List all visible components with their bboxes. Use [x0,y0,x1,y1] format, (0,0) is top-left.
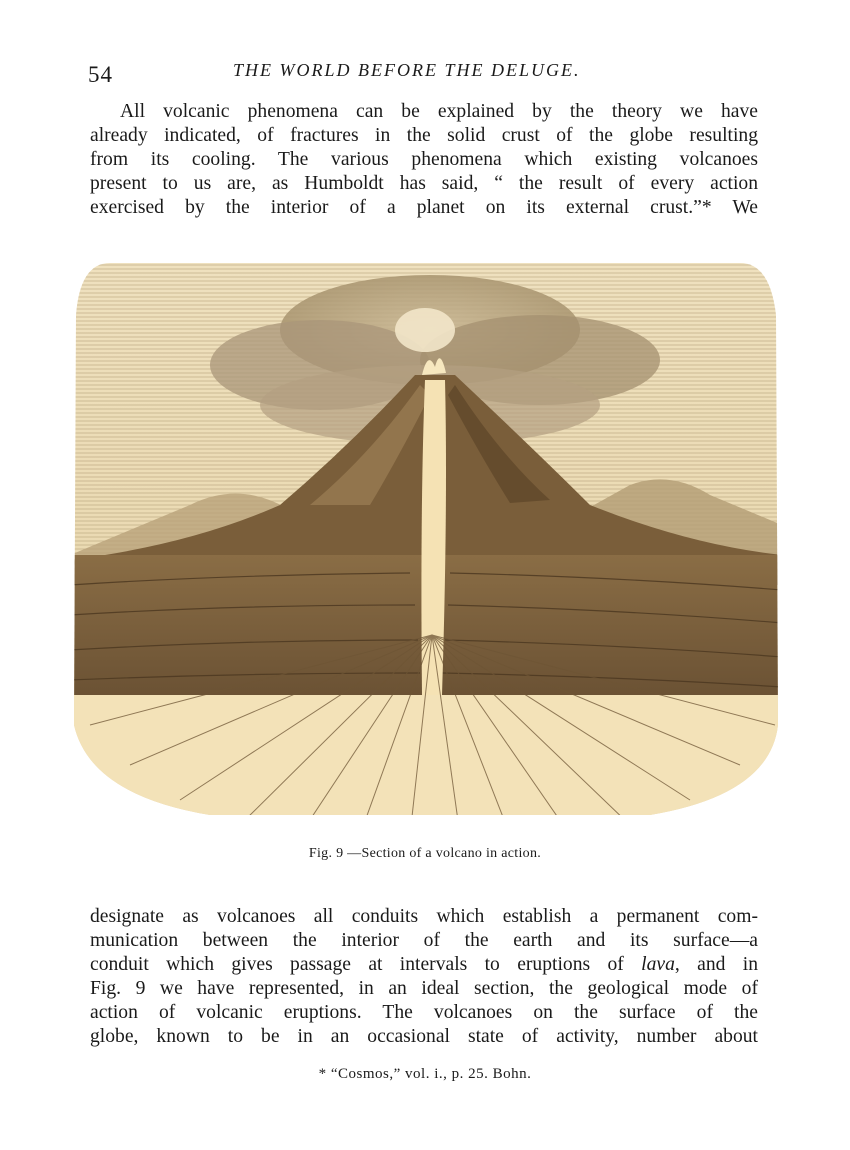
opening-paragraph [90,100,758,220]
paragraph-line [90,953,758,977]
paragraph-line: munication between the interior of the earth and its surface—a [90,930,758,951]
paragraph-line: Fig. 9 we have represented, in an ideal section, the geological mode of [90,978,758,999]
italic-term-lava: lava [641,954,675,975]
running-title: THE WORLD BEFORE THE DELUGE. [233,60,581,80]
paragraph-line: action of volcanic eruptions. The volcanoes on the surface of the [90,1002,758,1023]
paragraph-line: from its cooling. The various phenomena which existing volcanoes [90,149,758,170]
page-number: 54 [88,62,113,87]
page-header [88,58,760,88]
paragraph-line: designate as volcanoes all conduits which establish a permanent com- [90,906,758,927]
continuing-paragraph [90,905,758,1049]
paragraph-line: All volcanic phenomena can be explained by the theory we have [120,101,758,122]
volcano-section-illustration [70,255,782,835]
text-run: conduit which gives passage at intervals to eruptions of [90,954,642,975]
footnote: * “Cosmos,” vol. i., p. 25. Bohn. [318,1066,532,1082]
figure-caption: Fig. 9 —Section of a volcano in action. [308,846,542,861]
paragraph-line: globe, known to be in an occasional state of activity, number about [90,1026,758,1047]
text-run: , and in [674,954,758,975]
paragraph-line: present to us are, as Humboldt has said, “ the result of every action [90,173,758,194]
paragraph-line: exercised by the interior of a planet on its external crust.”* We [90,197,758,218]
paragraph-line: already indicated, of fractures in the solid crust of the globe resulting [90,125,758,146]
